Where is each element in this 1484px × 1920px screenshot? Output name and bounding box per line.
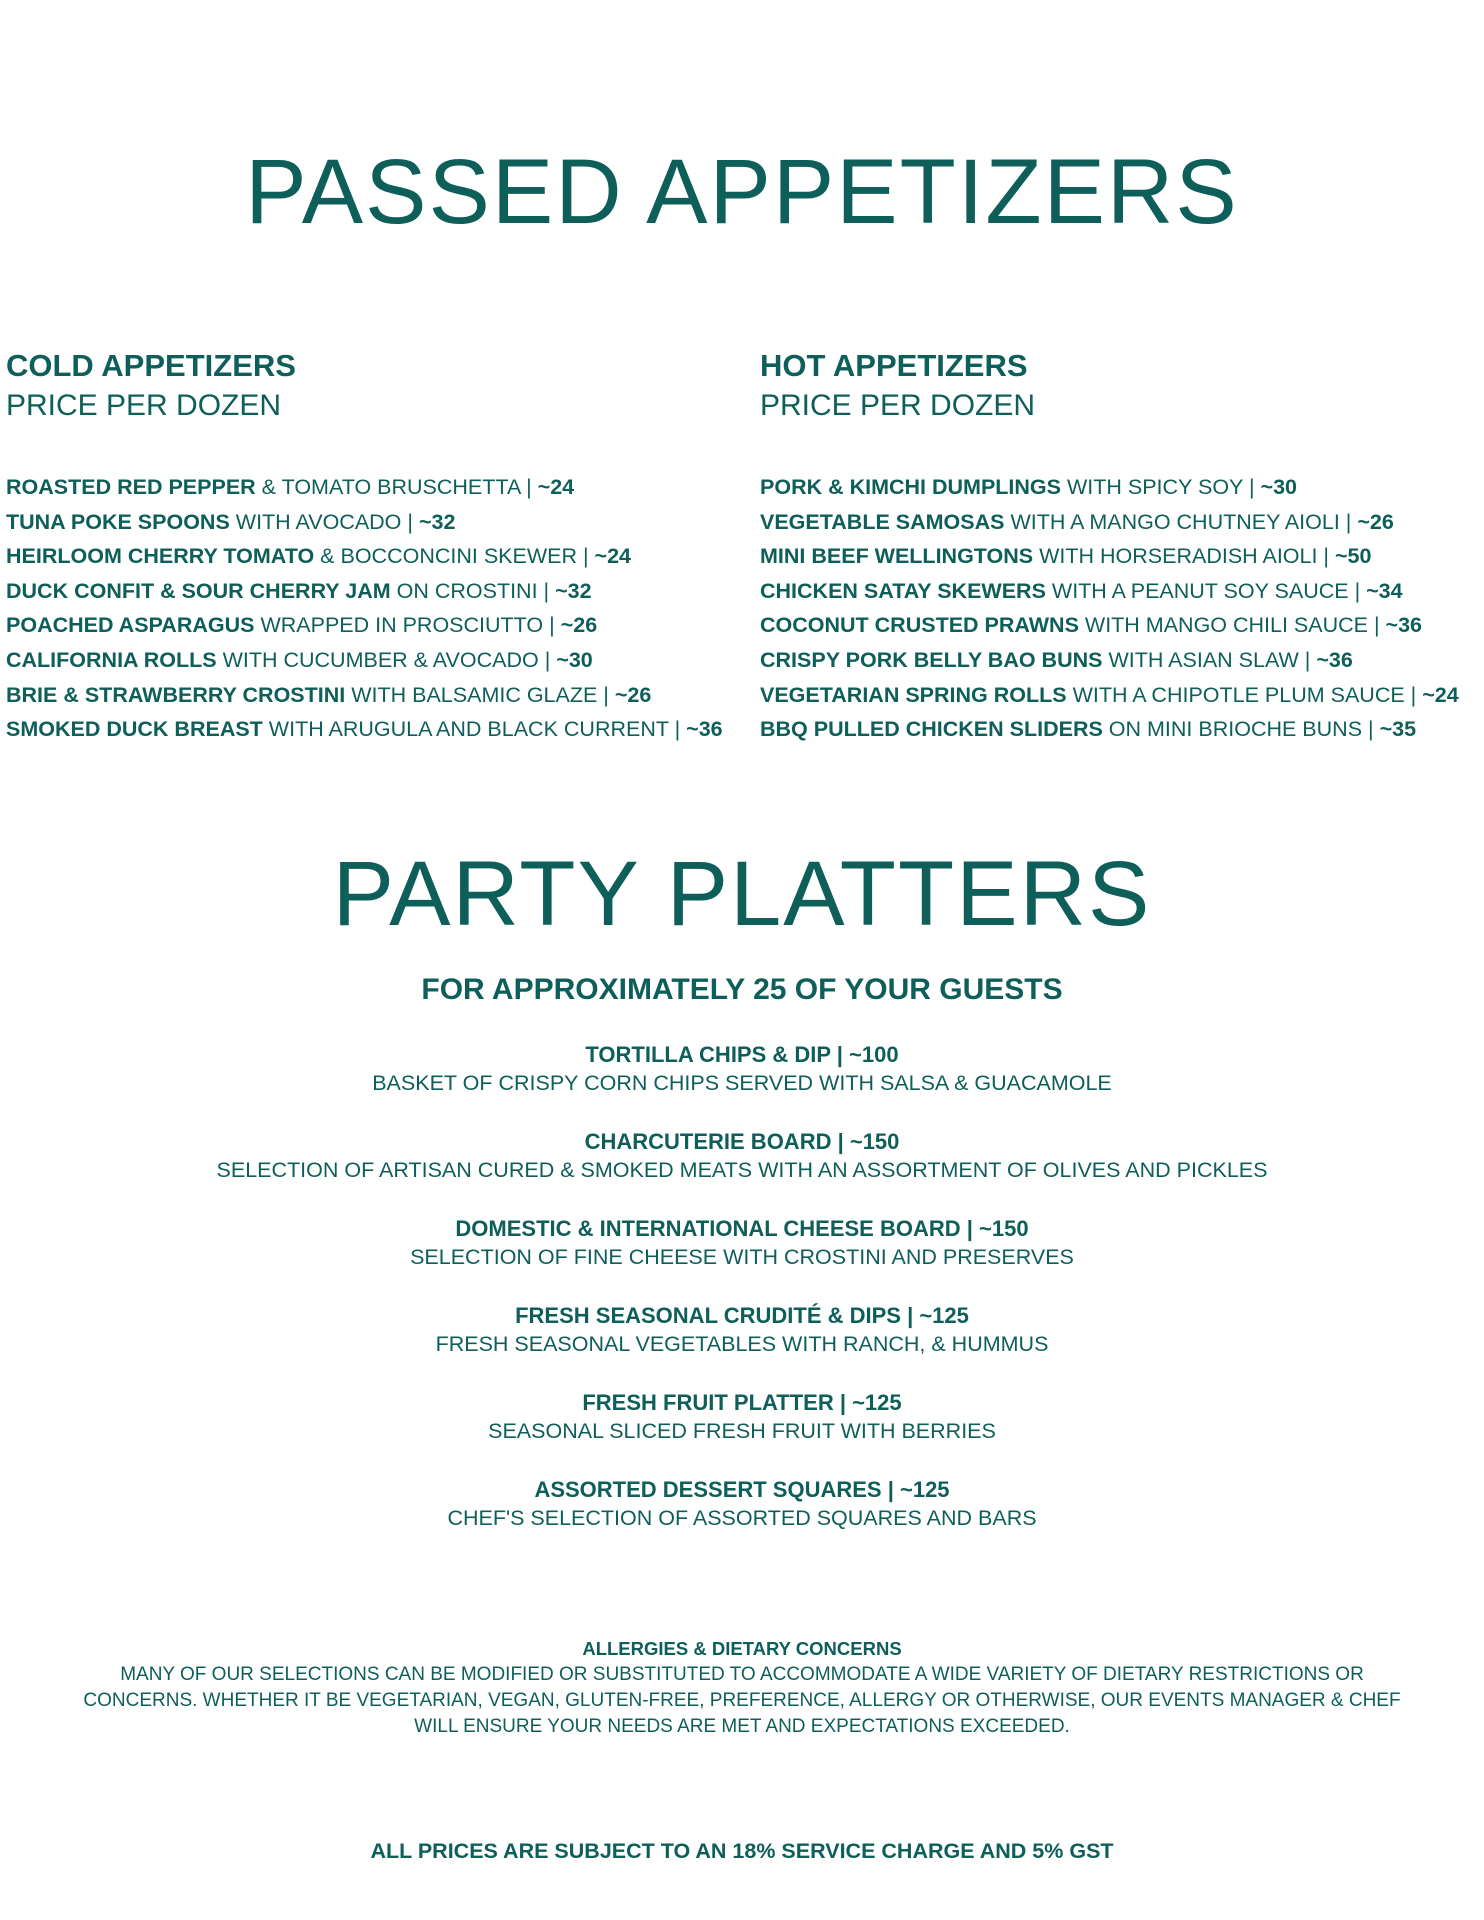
platter-description: SEASONAL SLICED FRESH FRUIT WITH BERRIES <box>488 1419 996 1443</box>
platter-name: FRESH FRUIT PLATTER | ~125 <box>582 1390 902 1415</box>
item-description: & TOMATO BRUSCHETTA | <box>255 475 538 499</box>
item-name: HEIRLOOM CHERRY TOMATO <box>6 544 315 569</box>
platters-subtitle: FOR APPROXIMATELY 25 OF YOUR GUESTS <box>421 973 1063 1006</box>
platters-list <box>0 1040 1484 1562</box>
service-charge-note: ALL PRICES ARE SUBJECT TO AN 18% SERVICE CHARGE AND 5% GST <box>370 1839 1114 1863</box>
item-description: WITH BALSAMIC GLAZE | <box>345 682 615 707</box>
platter-name: FRESH SEASONAL CRUDITÉ & DIPS | ~125 <box>515 1303 969 1328</box>
list-item <box>6 712 746 747</box>
platter-name: TORTILLA CHIPS & DIP | ~100 <box>585 1042 899 1067</box>
item-name: BBQ PULLED CHICKEN SLIDERS <box>760 717 1103 742</box>
item-price: ~32 <box>418 509 456 534</box>
item-price: ~30 <box>1260 475 1298 499</box>
item-price: ~26 <box>1357 509 1394 534</box>
item-description: & BOCCONCINI SKEWER | <box>314 544 595 569</box>
list-item <box>0 1214 1484 1301</box>
platter-name: CHARCUTERIE BOARD | ~150 <box>584 1129 900 1154</box>
list-item <box>760 539 1484 574</box>
list-item <box>6 643 746 678</box>
item-price: ~35 <box>1379 717 1417 742</box>
item-name: VEGETABLE SAMOSAS <box>760 509 1005 534</box>
platter-description: BASKET OF CRISPY CORN CHIPS SERVED WITH SALSA & GUACAMOLE <box>372 1071 1112 1095</box>
list-item <box>0 1388 1484 1475</box>
item-description: WITH AVOCADO | <box>229 509 419 534</box>
item-name: PORK & KIMCHI DUMPLINGS <box>760 475 1061 499</box>
item-name: CRISPY PORK BELLY BAO BUNS <box>760 647 1103 672</box>
passed-appetizers-title: PASSED APPETIZERS <box>245 141 1239 243</box>
item-name: CHICKEN SATAY SKEWERS <box>760 578 1046 603</box>
item-price: ~50 <box>1335 544 1372 569</box>
item-price: ~24 <box>1422 682 1459 707</box>
item-price: ~36 <box>1316 647 1353 672</box>
list-item <box>6 470 746 505</box>
item-description: WITH CUCUMBER & AVOCADO | <box>216 647 557 672</box>
item-description: WITH MANGO CHILI SAUCE | <box>1078 613 1386 638</box>
item-name: ROASTED RED PEPPER <box>6 475 256 499</box>
platter-description: SELECTION OF ARTISAN CURED & SMOKED MEATS WITH AN ASSORTMENT OF OLIVES AND PICKLES <box>216 1158 1268 1182</box>
platter-name: ASSORTED DESSERT SQUARES | ~125 <box>534 1477 950 1502</box>
list-item <box>0 1127 1484 1214</box>
item-name: COCONUT CRUSTED PRAWNS <box>760 613 1079 638</box>
list-item <box>760 470 1484 505</box>
list-item <box>0 1475 1484 1562</box>
item-description: ON CROSTINI | <box>390 578 556 603</box>
item-description: WITH A MANGO CHUTNEY AIOLI | <box>1004 509 1358 534</box>
cold-appetizers-list <box>6 470 746 747</box>
list-item <box>760 608 1484 643</box>
hot-appetizers-section <box>760 346 1484 747</box>
item-price: ~32 <box>555 578 592 603</box>
item-description: WITH ARUGULA AND BLACK CURRENT | <box>262 717 687 742</box>
item-name: BRIE & STRAWBERRY CROSTINI <box>6 682 346 707</box>
list-item <box>0 1040 1484 1127</box>
item-price: ~36 <box>686 717 723 742</box>
item-name: CALIFORNIA ROLLS <box>6 647 217 672</box>
platter-description: CHEF'S SELECTION OF ASSORTED SQUARES AND BARS <box>447 1506 1037 1530</box>
item-price: ~26 <box>560 613 598 638</box>
item-name: VEGETARIAN SPRING ROLLS <box>760 682 1067 707</box>
allergies-heading: ALLERGIES & DIETARY CONCERNS <box>582 1638 902 1659</box>
list-item <box>6 505 746 540</box>
list-item <box>6 539 746 574</box>
cold-appetizers-heading: COLD APPETIZERS <box>6 348 296 383</box>
item-description: WITH A PEANUT SOY SAUCE | <box>1045 578 1367 603</box>
item-description: WITH SPICY SOY | <box>1061 475 1261 499</box>
item-price: ~30 <box>556 647 593 672</box>
list-item <box>760 505 1484 540</box>
list-item <box>760 712 1484 747</box>
platter-description: SELECTION OF FINE CHEESE WITH CROSTINI AND PRESERVES <box>410 1245 1074 1269</box>
item-price: ~34 <box>1366 578 1403 603</box>
hot-appetizers-list <box>760 470 1484 747</box>
allergies-body: MANY OF OUR SELECTIONS CAN BE MODIFIED OR SUBSTITUTED TO ACCOMMODATE A WIDE VARIETY OF DIETARY RESTRICTIONS OR CONCERNS. WHETHER IT BE VEGETARIAN, VEGAN, GLUTEN-FREE, PREFERENCE, ALLERGY OR OTHERWISE, OUR EVENTS MANAGER & CHEF WILL ENSURE YOUR NEEDS ARE MET AND EXPECTATIONS EXCEEDED. <box>83 1664 1401 1737</box>
item-description: WRAPPED IN PROSCIUTTO | <box>254 613 561 638</box>
item-price: ~24 <box>537 475 575 499</box>
list-item <box>760 574 1484 609</box>
item-description: WITH ASIAN SLAW | <box>1102 647 1317 672</box>
cold-appetizers-section <box>6 346 746 747</box>
list-item <box>6 574 746 609</box>
item-name: SMOKED DUCK BREAST <box>6 717 263 742</box>
list-item <box>760 678 1484 713</box>
platter-name: DOMESTIC & INTERNATIONAL CHEESE BOARD | ~150 <box>455 1216 1029 1241</box>
item-description: WITH A CHIPOTLE PLUM SAUCE | <box>1066 682 1423 707</box>
list-item <box>6 608 746 643</box>
item-name: DUCK CONFIT & SOUR CHERRY JAM <box>6 578 391 603</box>
item-name: TUNA POKE SPOONS <box>6 509 230 534</box>
platter-description: FRESH SEASONAL VEGETABLES WITH RANCH, & HUMMUS <box>435 1332 1049 1356</box>
item-name: POACHED ASPARAGUS <box>6 613 255 638</box>
item-description: WITH HORSERADISH AIOLI | <box>1033 544 1335 569</box>
hot-appetizers-heading: HOT APPETIZERS <box>760 348 1028 383</box>
list-item <box>760 643 1484 678</box>
allergies-section <box>0 1636 1484 1740</box>
item-description: ON MINI BRIOCHE BUNS | <box>1102 717 1380 742</box>
list-item <box>0 1301 1484 1388</box>
item-price: ~26 <box>614 682 652 707</box>
cold-price-note: PRICE PER DOZEN <box>6 389 282 422</box>
item-price: ~24 <box>594 544 632 569</box>
list-item <box>6 678 746 713</box>
party-platters-title: PARTY PLATTERS <box>332 843 1152 945</box>
item-price: ~36 <box>1385 613 1423 638</box>
item-name: MINI BEEF WELLINGTONS <box>760 544 1034 569</box>
hot-price-note: PRICE PER DOZEN <box>760 389 1036 422</box>
